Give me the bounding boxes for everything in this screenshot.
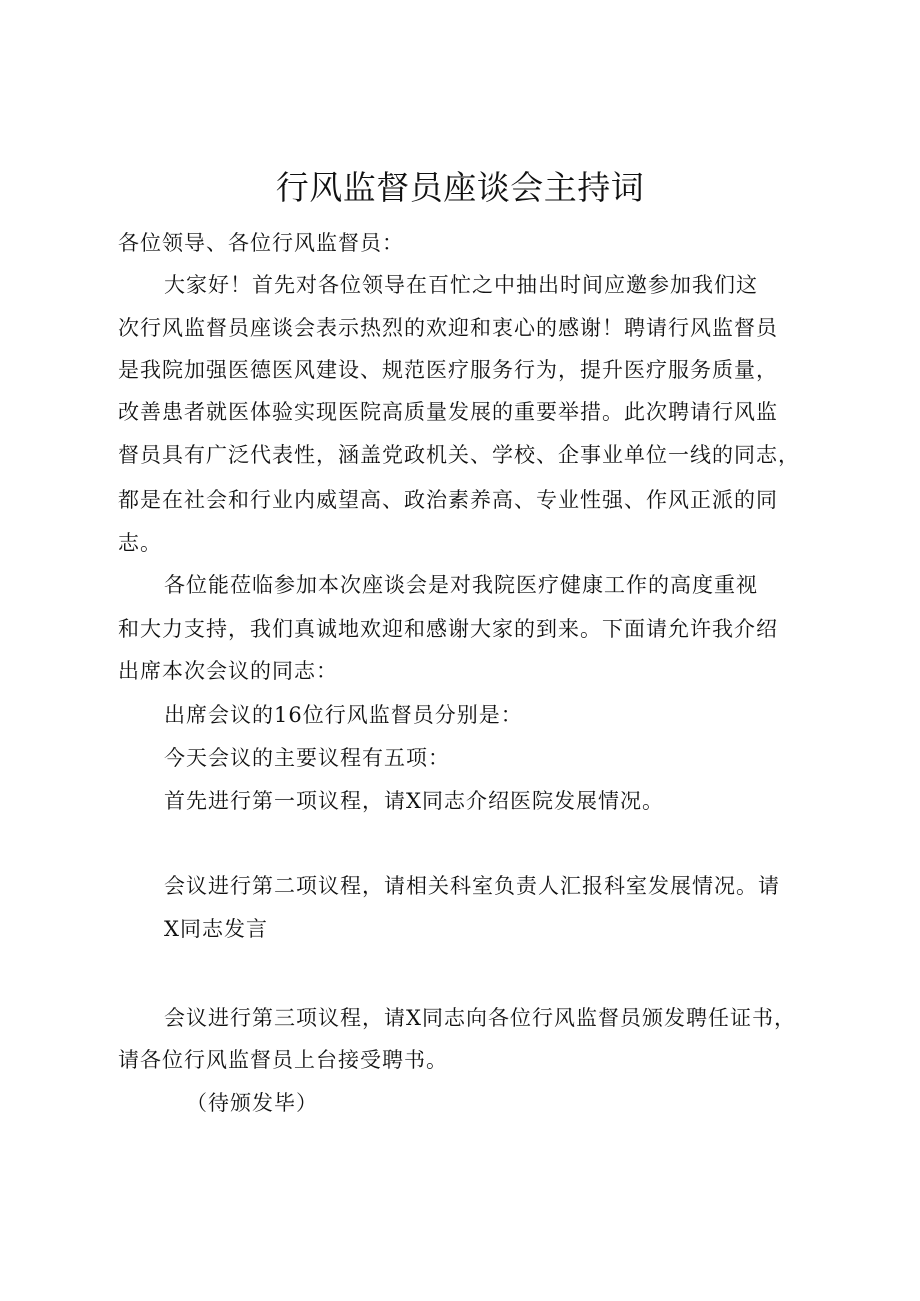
agenda-item-2-line-2: X同志发言 [164, 917, 268, 941]
agenda-item-3-line-2: 请各位行风监督员上台接受聘书。 [118, 1048, 448, 1072]
paragraph-2-line-3: 出席本次会议的同志： [118, 659, 338, 683]
agenda-item-1: 首先进行第一项议程，请X同志介绍医院发展情况。 [164, 789, 664, 813]
paragraph-1-line-1: 大家好！首先对各位领导在百忙之中抽出时间应邀参加我们这 [164, 273, 758, 297]
agenda-intro-line: 今天会议的主要议程有五项： [164, 746, 450, 770]
paragraph-2-line-1: 各位能莅临参加本次座谈会是对我院医疗健康工作的高度重视 [164, 573, 758, 597]
paragraph-1-line-7: 志。 [118, 531, 162, 555]
agenda-item-2-line-1: 会议进行第二项议程，请相关科室负责人汇报科室发展情况。请 [164, 874, 780, 898]
paragraph-1-line-2: 次行风监督员座谈会表示热烈的欢迎和衷心的感谢！聘请行风监督员 [118, 316, 778, 340]
attendees-line: 出席会议的16位行风监督员分别是： [164, 703, 523, 727]
paragraph-1-line-5: 督员具有广泛代表性，涵盖党政机关、学校、企事业单位一线的同志， [118, 443, 800, 467]
document-title: 行风监督员座谈会主持词 [275, 168, 645, 207]
salutation: 各位领导、各位行风监督员： [118, 231, 404, 255]
agenda-item-3-line-1: 会议进行第三项议程，请X同志向各位行风监督员颁发聘任证书， [164, 1006, 796, 1030]
paragraph-1-line-4: 改善患者就医体验实现医院高质量发展的重要举措。此次聘请行风监 [118, 400, 778, 424]
paragraph-1-line-6: 都是在社会和行业内威望高、政治素养高、专业性强、作风正派的同 [118, 488, 778, 512]
paragraph-2-line-2: 和大力支持，我们真诚地欢迎和感谢大家的到来。下面请允许我介绍 [118, 617, 778, 641]
paragraph-1-line-3: 是我院加强医德医风建设、规范医疗服务行为，提升医疗服务质量， [118, 358, 778, 382]
pause-note: （待颁发毕） [186, 1091, 318, 1115]
